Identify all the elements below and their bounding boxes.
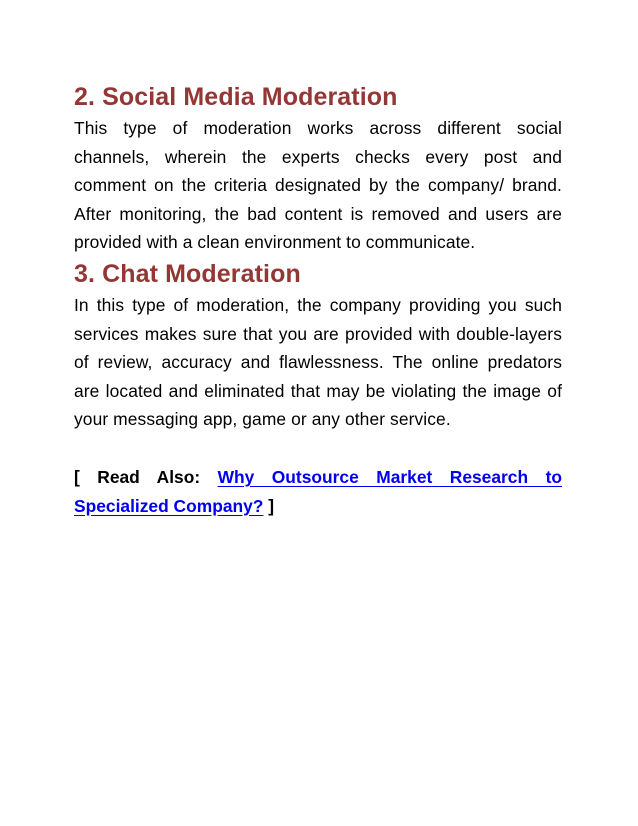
document-page (74, 80, 562, 520)
read-also-link[interactable]: Why Outsource Market Research to Specialized Company? (74, 466, 562, 516)
read-also-callout (74, 463, 562, 520)
social-media-moderation-paragraph: This type of moderation works across different social channels, wherein the experts checks every post and comment on the criteria designated by the company/ brand. After monitoring, the bad content is removed and users are provided with a clean environment to communicate. (74, 118, 562, 253)
chat-moderation-heading: 3. Chat Moderation (74, 259, 301, 288)
social-media-moderation-heading: 2. Social Media Moderation (74, 83, 398, 111)
chat-moderation-paragraph: In this type of moderation, the company providing you such services makes sure that you are provided with double-layers of review, accuracy and flawlessness. The online predators are located and eliminated that may be violating the image of your messaging app, game or any other service. (74, 294, 562, 430)
read-also-prefix: [ Read Also: (74, 466, 218, 487)
read-also-suffix: ] (263, 495, 275, 516)
